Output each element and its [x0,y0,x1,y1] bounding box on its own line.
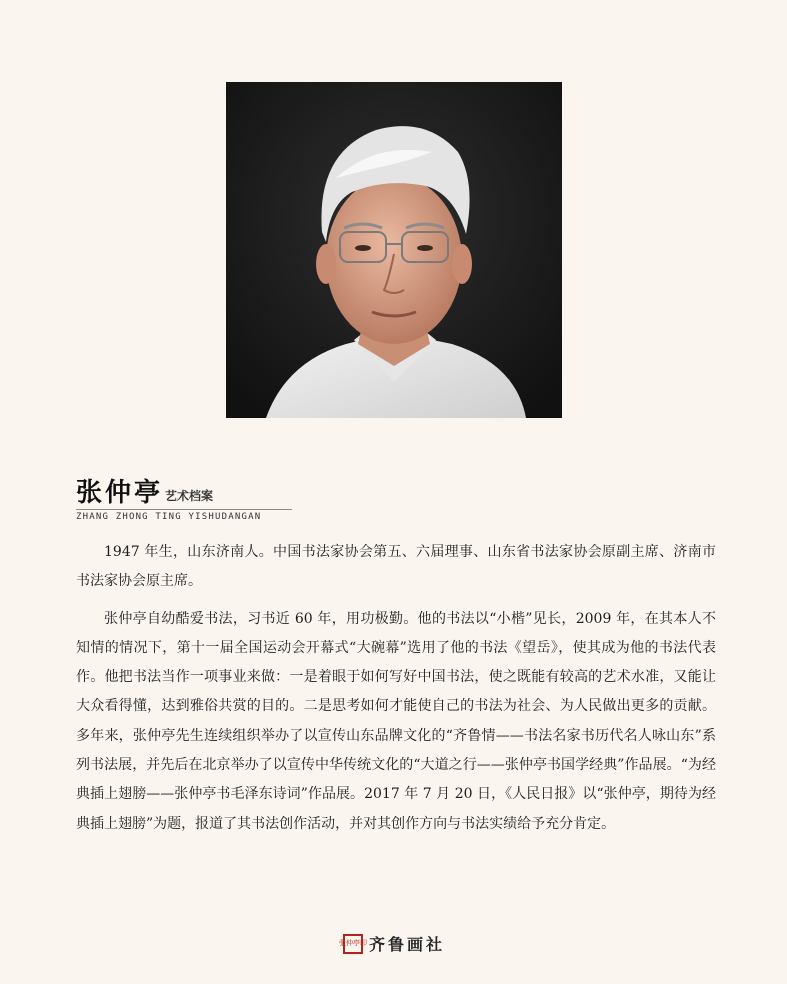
name-block [76,478,292,522]
portrait-photo [226,82,562,418]
artist-pinyin: ZHANG ZHONG TING YISHUDANGAN [76,512,262,522]
artist-name: 张仲亭 [76,478,164,508]
bio-paragraph-1: 1947 年生，山东济南人。中国书法家协会第五、六届理事、山东省书法家协会原副主席、济南市书法家协会原主席。 [76,544,716,590]
seal-stamp: 张仲亭印 [343,934,363,954]
portrait-illustration [226,82,562,418]
biography [76,538,716,847]
artist-tag: 艺术档案 [165,489,214,503]
publisher-name: 齐鲁画社 [369,935,446,954]
publisher-footer [339,932,446,955]
name-divider [76,509,292,510]
bio-paragraph-2: 张仲亭自幼酷爱书法，习书近 60 年，用功极勤。他的书法以“小楷”见长，2009 年，在其本人不知情的情况下，第十一届全国运动会开幕式“大碗幕”选用了他的书法《望岳》，使其成为他的书法代表作。他把书法当作一项事业来做：一是着眼于如何写好中国书法，使之既能有较高的艺术水准，又能让大众看得懂，达到雅俗共赏的目的。二是思考如何才能使自己的书法为社会、为人民做出更多的贡献。多年来，张仲亭先生连续组织举办了以宣传山东品牌文化的“齐鲁情——书法名家书历代名人咏山东”系列书法展，并先后在北京举办了以宣传中华传统文化的“大道之行——张仲亭书国学经典”作品展。“为经典插上翅膀——张仲亭书毛泽东诗词”作品展。2017 年 7 月 20 日，《人民日报》以“张仲亭，期待为经典插上翅膀”为题，报道了其书法创作活动，并对其创作方向与书法实绩给予充分肯定。 [76,610,716,832]
name-row [76,478,292,508]
